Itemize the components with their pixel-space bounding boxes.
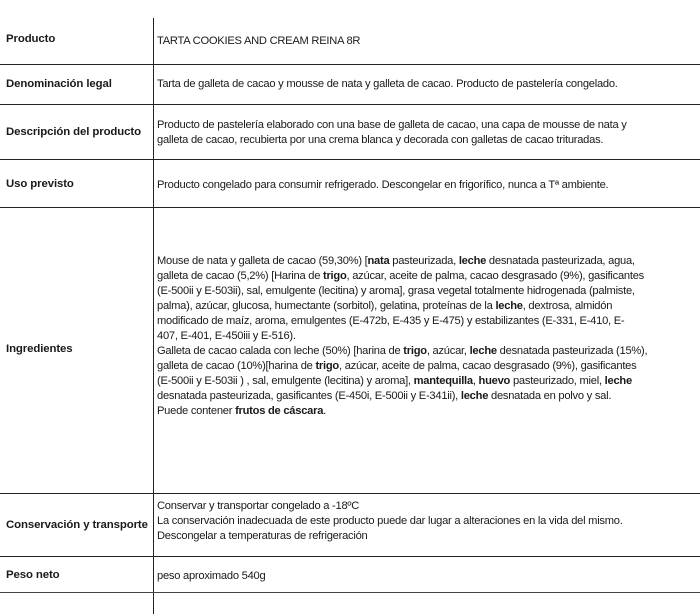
- text-line: galleta de cacao (10%)[harina de trigo, azúcar, aceite de palma, cacao desgrasado (9%), gasificantes: [157, 360, 637, 372]
- text-line: desnatada pasteurizada, gasificantes (E-450i, E-500ii y E-341ii), leche desnatada en polvo y sal.: [157, 390, 612, 402]
- value-producto: [157, 34, 697, 49]
- value-peso-neto: [157, 569, 697, 584]
- value-uso-previsto: [157, 178, 697, 193]
- value-denominacion-legal: [157, 77, 697, 92]
- row-uso-previsto: [0, 160, 700, 208]
- label-peso-neto: Peso neto: [6, 569, 60, 581]
- value-conservacion: [157, 499, 697, 544]
- row-denominacion-legal: [0, 65, 700, 105]
- text-line: Descongelar a temperaturas de refrigeración: [157, 530, 368, 542]
- text-line: 407, E-401, E-450iii y E-516).: [157, 330, 296, 342]
- text-line: TARTA COOKIES AND CREAM REINA 8R: [157, 35, 361, 47]
- label-descripcion: Descripción del producto: [6, 126, 141, 138]
- value-ingredientes: [157, 254, 697, 419]
- label-ingredientes: Ingredientes: [6, 343, 73, 355]
- row-peso-neto: [0, 557, 700, 593]
- text-line: palma), azúcar, glucosa, humectante (sorbitol), gelatina, proteínas de la leche, dextrosa, almidón: [157, 300, 613, 312]
- text-line: modificado de maíz, aroma, emulgentes (E-472b, E-435 y E-475) y estabilizantes (E-331, E-410, E-: [157, 315, 625, 327]
- label-conservacion: Conservación y transporte: [6, 519, 148, 531]
- text-line: Producto de pastelería elaborado con una base de galleta de cacao, una capa de mousse de nata y: [157, 119, 627, 131]
- label-denominacion-legal: Denominación legal: [6, 78, 112, 90]
- text-line: Tarta de galleta de cacao y mousse de nata y galleta de cacao. Producto de pastelería congelado.: [157, 78, 618, 90]
- text-line: Galleta de cacao calada con leche (50%) [harina de trigo, azúcar, leche desnatada pasteurizada (15%),: [157, 345, 648, 357]
- text-line: Conservar y transportar congelado a -18ºC: [157, 500, 360, 512]
- label-producto: Producto: [6, 33, 56, 45]
- text-line: Producto congelado para consumir refrigerado. Descongelar en frigorífico, nunca a Tª ambiente.: [157, 179, 609, 191]
- label-uso-previsto: Uso previsto: [6, 178, 74, 190]
- text-line: peso aproximado 540g: [157, 570, 266, 582]
- text-line: (E-500ii y E-503ii), sal, emulgente (lecitina) y aroma], grasa vegetal totalmente hidrogenada (palmiste,: [157, 285, 635, 297]
- text-line: (E-500ii y E-503ii ) , sal, emulgente (lecitina) y aroma], mantequilla, huevo pasteurizado, miel, leche: [157, 375, 632, 387]
- row-conservacion: [0, 494, 700, 557]
- text-line: galleta de cacao (5,2%) [Harina de trigo, azúcar, aceite de palma, cacao desgrasado (9%), gasificantes: [157, 270, 644, 282]
- row-descripcion: [0, 105, 700, 160]
- text-line: Mouse de nata y galleta de cacao (59,30%) [nata pasteurizada, leche desnatada pasteurizada, agua,: [157, 255, 635, 267]
- text-line: La conservación inadecuada de este producto puede dar lugar a alteraciones en la vida del mismo.: [157, 515, 623, 527]
- text-line: Puede contener frutos de cáscara.: [157, 405, 326, 417]
- value-descripcion: [157, 118, 697, 148]
- row-producto: [0, 18, 700, 65]
- text-line: galleta de cacao, recubierta por una crema blanca y decorada con galletas de cacao trituradas.: [157, 134, 604, 146]
- row-ingredientes: [0, 208, 700, 494]
